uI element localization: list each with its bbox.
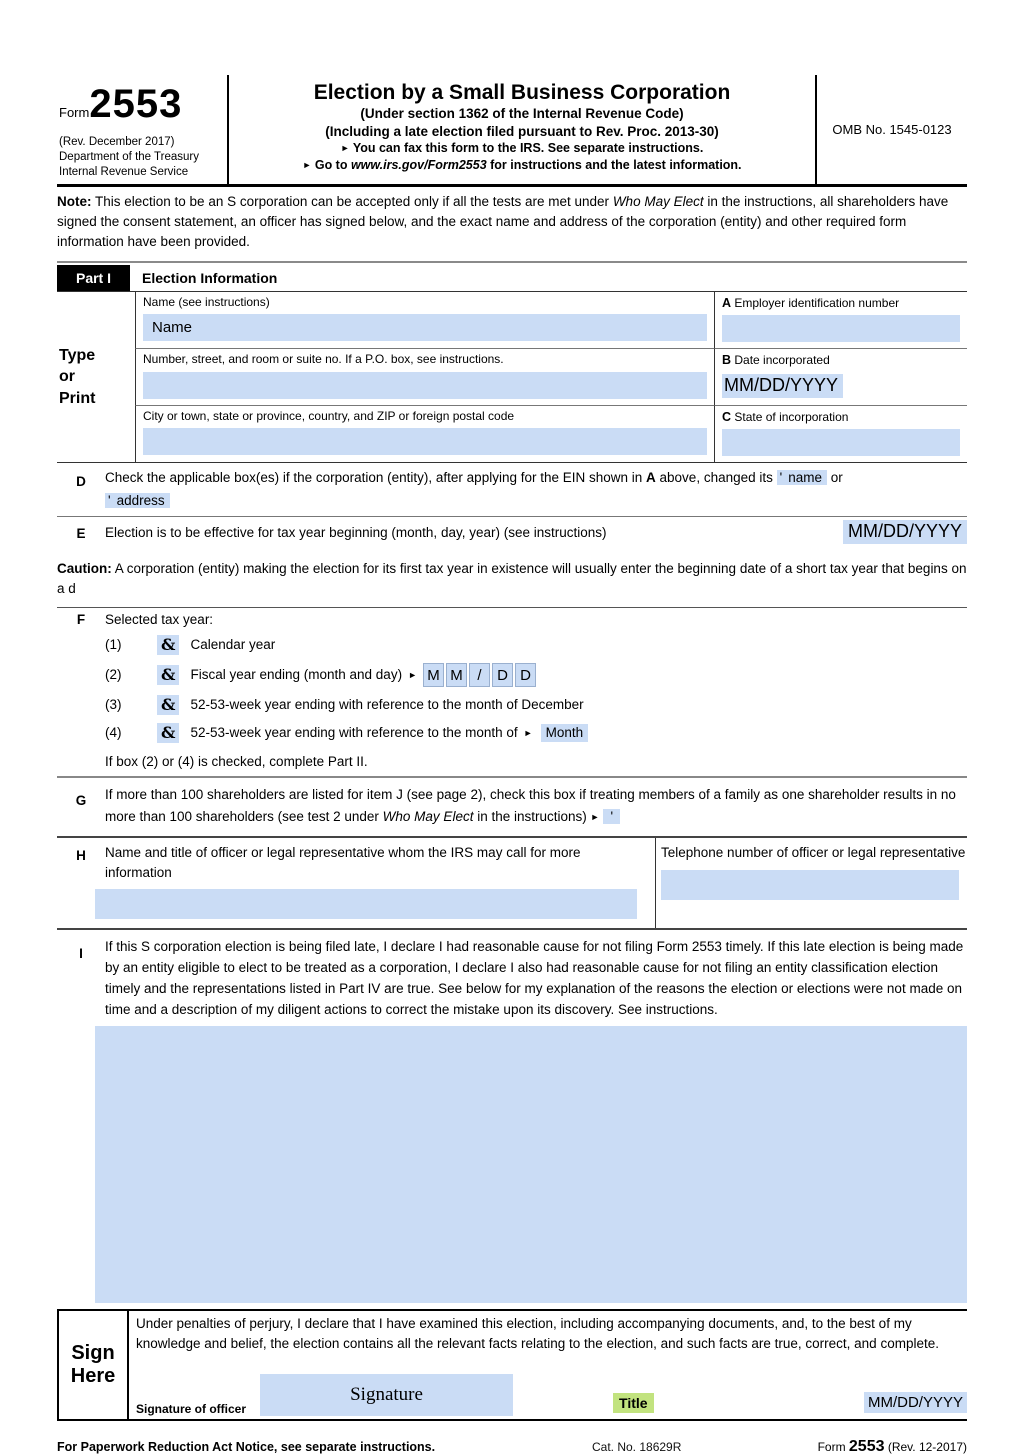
item-f-letter: F <box>76 611 86 627</box>
form-subtitle-1: (Under section 1362 of the Internal Revenue Code) <box>360 106 684 122</box>
week-year-other-label: 52-53-week year ending with reference to the month of <box>190 725 518 741</box>
item-f-heading: Selected tax year: <box>105 611 214 627</box>
tax-year-option-4 <box>105 723 967 743</box>
fiscal-month-digit-2[interactable]: M <box>446 663 467 687</box>
type-or-print-label <box>57 292 135 463</box>
caution-text: A corporation (entity) making the election for its first tax year in existence will usually enter the beginning date of a short tax year that begins on a d <box>57 561 967 597</box>
item-c-letter: C <box>722 409 732 424</box>
street-input[interactable] <box>143 372 707 399</box>
address-change-checkbox[interactable] <box>105 493 170 508</box>
tax-year-option-3 <box>105 695 967 715</box>
part1-title: Election Information <box>142 269 278 286</box>
city-cell <box>135 406 714 463</box>
form-number-block <box>57 75 227 184</box>
sign-here-label <box>57 1311 129 1419</box>
fiscal-year-checkbox[interactable]: & <box>157 665 179 685</box>
item-f-section <box>57 608 967 778</box>
item-f-heading-row <box>57 612 967 627</box>
street-cell <box>135 349 714 406</box>
revision-date: (Rev. December 2017) <box>59 136 175 148</box>
pointer-arrow-icon: ► <box>523 727 533 738</box>
pointer-arrow-icon: ► <box>408 669 417 680</box>
officer-phone-input[interactable] <box>661 870 959 900</box>
item-g-text-2: in the instructions) <box>473 808 591 824</box>
date-incorporated-cell <box>714 349 967 406</box>
title-input[interactable]: Title <box>613 1393 654 1413</box>
who-may-elect-italic: Who May Elect <box>382 808 474 824</box>
week-year-december-checkbox[interactable]: & <box>157 695 179 715</box>
department-line: Department of the Treasury <box>59 150 199 163</box>
officer-name-label: Name and title of officer or legal representative whom the IRS may call for more information <box>105 845 581 880</box>
name-change-checkbox[interactable] <box>777 470 827 485</box>
item-d-bold-a: A <box>646 470 656 486</box>
item-i-section <box>57 930 967 1303</box>
form-title-block <box>227 75 817 184</box>
note-paragraph <box>57 187 967 263</box>
paperwork-notice: For Paperwork Reduction Act Notice, see separate instructions. <box>57 1440 436 1455</box>
item-a-letter: A <box>722 295 732 310</box>
item-h-section <box>57 838 967 930</box>
print-word: Print <box>59 389 96 407</box>
form-word: Form <box>59 105 90 120</box>
item-i-letter: I <box>79 946 83 962</box>
note-label: Note: <box>57 193 92 209</box>
ein-cell <box>714 292 967 350</box>
here-word: Here <box>70 1365 116 1388</box>
checkbox-mark-icon: ' <box>108 493 111 509</box>
form-subtitle-2: (Including a late election filed pursuant to Rev. Proc. 2013-30) <box>325 123 719 139</box>
pointer-arrow-icon: ► <box>340 143 350 154</box>
address-change-label: address <box>116 493 165 509</box>
name-cell <box>135 292 714 350</box>
tax-year-option-2 <box>105 663 967 687</box>
ein-input[interactable] <box>722 315 960 342</box>
item-e-text: Election is to be effective for tax year beginning (month, day, year) (see instructions) <box>105 524 607 540</box>
item-g-row <box>57 778 967 839</box>
item-c-text: State of incorporation <box>734 409 849 424</box>
tax-year-option-1 <box>105 635 967 655</box>
footer-form-id <box>737 1438 967 1456</box>
date-incorporated-input[interactable]: MM/DD/YYYY <box>722 374 843 398</box>
option-3-number: (3) <box>105 697 122 713</box>
date-incorporated-label <box>715 351 967 370</box>
item-h-right-cell <box>655 838 967 928</box>
street-field-label: Number, street, and room or suite no. If a P.O. box, see instructions. <box>143 352 504 367</box>
option-1-number: (1) <box>105 637 122 653</box>
item-d-row <box>57 463 967 517</box>
goto-suffix: for instructions and the latest information. <box>486 158 742 173</box>
fiscal-day-digit-2[interactable]: D <box>515 663 536 687</box>
option-4-number: (4) <box>105 725 122 741</box>
name-input[interactable] <box>143 314 707 341</box>
form-title: Election by a Small Business Corporation <box>313 81 731 104</box>
state-incorporation-input[interactable] <box>722 429 960 456</box>
item-d-text <box>105 467 843 513</box>
pointer-arrow-icon: ► <box>590 811 600 822</box>
state-incorporation-cell <box>714 406 967 463</box>
footer-revision: (Rev. 12-2017) <box>887 1440 967 1455</box>
or-word: or <box>59 368 75 386</box>
city-input[interactable] <box>143 428 707 455</box>
goto-prefix: Go to <box>314 158 351 173</box>
item-d-text-3: or <box>826 470 843 486</box>
name-change-label: name <box>788 470 822 486</box>
month-input[interactable]: Month <box>541 724 589 742</box>
fax-instruction <box>237 140 807 157</box>
form-number-line <box>59 82 221 126</box>
officer-name-input[interactable] <box>95 889 637 919</box>
caution-paragraph <box>57 551 967 608</box>
family-shareholder-checkbox[interactable]: ' <box>603 809 620 824</box>
item-d-text-2: above, changed its <box>655 470 777 486</box>
perjury-statement: Under penalties of perjury, I declare that I have examined this election, including accompanying documents, and, to the best of my knowledge and belief, the election contains all the relevant facts relating to the election, and such facts are true, correct, and complete. <box>136 1316 939 1351</box>
fiscal-date-separator: / <box>469 663 490 687</box>
item-g-text-1: If more than 100 shareholders are listed for item J (see page 2), check this box if treating members of a family as one shareholder results in no more than 100 shareholders (see test 2 under <box>105 786 956 824</box>
officer-phone-label: Telephone number of officer or legal representative <box>661 845 966 861</box>
caution-label: Caution: <box>57 561 112 577</box>
item-b-text: Date incorporated <box>734 353 830 368</box>
ein-field-label <box>715 294 967 313</box>
signature-line <box>136 1374 967 1417</box>
goto-instruction <box>237 157 807 174</box>
effective-date-input[interactable]: MM/DD/YYYY <box>843 520 967 544</box>
note-text-2: in the instructions, all shareholders have signed the consent statement, an officer has signed below, and the exact name and address of the corporation (entity) and other required form information have been provided. <box>57 193 949 250</box>
pointer-arrow-icon: ► <box>302 160 312 171</box>
election-info-table <box>57 292 967 464</box>
item-d-text-1: Check the applicable box(es) if the corporation (entity), after applying for the EIN shown in <box>105 470 647 486</box>
type-word: Type <box>59 346 96 364</box>
fiscal-year-label: Fiscal year ending (month and day) <box>190 667 403 683</box>
item-f-footnote: If box (2) or (4) is checked, complete Part II. <box>105 753 368 769</box>
fiscal-month-digit-1[interactable]: M <box>423 663 444 687</box>
part1-label: Part I <box>57 265 130 291</box>
footer-form-word: Form <box>817 1440 846 1455</box>
name-field-label: Name (see instructions) <box>143 294 270 309</box>
signature-input[interactable]: Signature <box>260 1374 513 1416</box>
calendar-year-checkbox[interactable]: & <box>157 635 179 655</box>
item-e-letter: E <box>76 526 86 542</box>
signature-of-officer-label: Signature of officer <box>136 1402 247 1417</box>
note-text-1: This election to be an S corporation can be accepted only if all the tests are met under <box>91 193 613 209</box>
item-d-letter: D <box>76 474 86 490</box>
form-number: 2553 <box>89 82 183 126</box>
option-2-number: (2) <box>105 667 122 683</box>
item-h-letter: H <box>76 848 86 864</box>
part1-header <box>57 265 967 292</box>
week-year-december-label: 52-53-week year ending with reference to the month of December <box>190 697 584 713</box>
signature-date-input[interactable]: MM/DD/YYYY <box>864 1392 967 1413</box>
checkbox-mark-icon: ' <box>779 470 783 486</box>
sign-content <box>129 1311 967 1419</box>
late-election-explanation-textarea[interactable] <box>95 1026 967 1303</box>
late-election-text: If this S corporation election is being filed late, I declare I had reasonable cause for not filing Form 2553 timely. If this late election is being made by an entity eligible to elect to be treated as a corporation, I declare I also had reasonable cause for not filing an entity classification election timely and the representations listed in Part IV are true. See below for my explanation of the reasons the election or elections were not made on time and a description of my diligent actions to correct the mistake upon its discovery. See instructions. <box>105 939 964 1018</box>
footer-form-number: 2553 <box>848 1438 885 1456</box>
item-h-left-cell <box>57 838 655 928</box>
name-input-value: Name <box>152 319 193 337</box>
item-i-row <box>57 930 967 1021</box>
item-g-text <box>105 784 967 829</box>
officer-name-block <box>105 843 655 928</box>
week-year-other-checkbox[interactable]: & <box>157 723 179 743</box>
fiscal-day-digit-1[interactable]: D <box>492 663 513 687</box>
irs-url: www.irs.gov/Form2553 <box>350 158 487 173</box>
item-b-letter: B <box>722 353 732 368</box>
agency-line: Internal Revenue Service <box>59 165 189 178</box>
item-g-letter: G <box>75 792 87 808</box>
city-field-label: City or town, state or province, country, and ZIP or foreign postal code <box>143 408 515 423</box>
who-may-elect-italic: Who May Elect <box>612 193 704 209</box>
fax-instruction-text: You can fax this form to the IRS. See separate instructions. <box>352 141 704 156</box>
calendar-year-label: Calendar year <box>190 637 276 653</box>
sign-word: Sign <box>71 1342 115 1365</box>
form-header <box>57 75 967 187</box>
state-incorporation-label <box>715 408 967 427</box>
catalog-number: Cat. No. 18629R <box>592 1440 682 1455</box>
page-footer <box>57 1438 967 1456</box>
sign-here-section <box>57 1309 967 1421</box>
item-a-text: Employer identification number <box>734 295 900 310</box>
omb-number: OMB No. 1545-0123 <box>832 121 952 137</box>
item-e-row <box>57 517 967 551</box>
